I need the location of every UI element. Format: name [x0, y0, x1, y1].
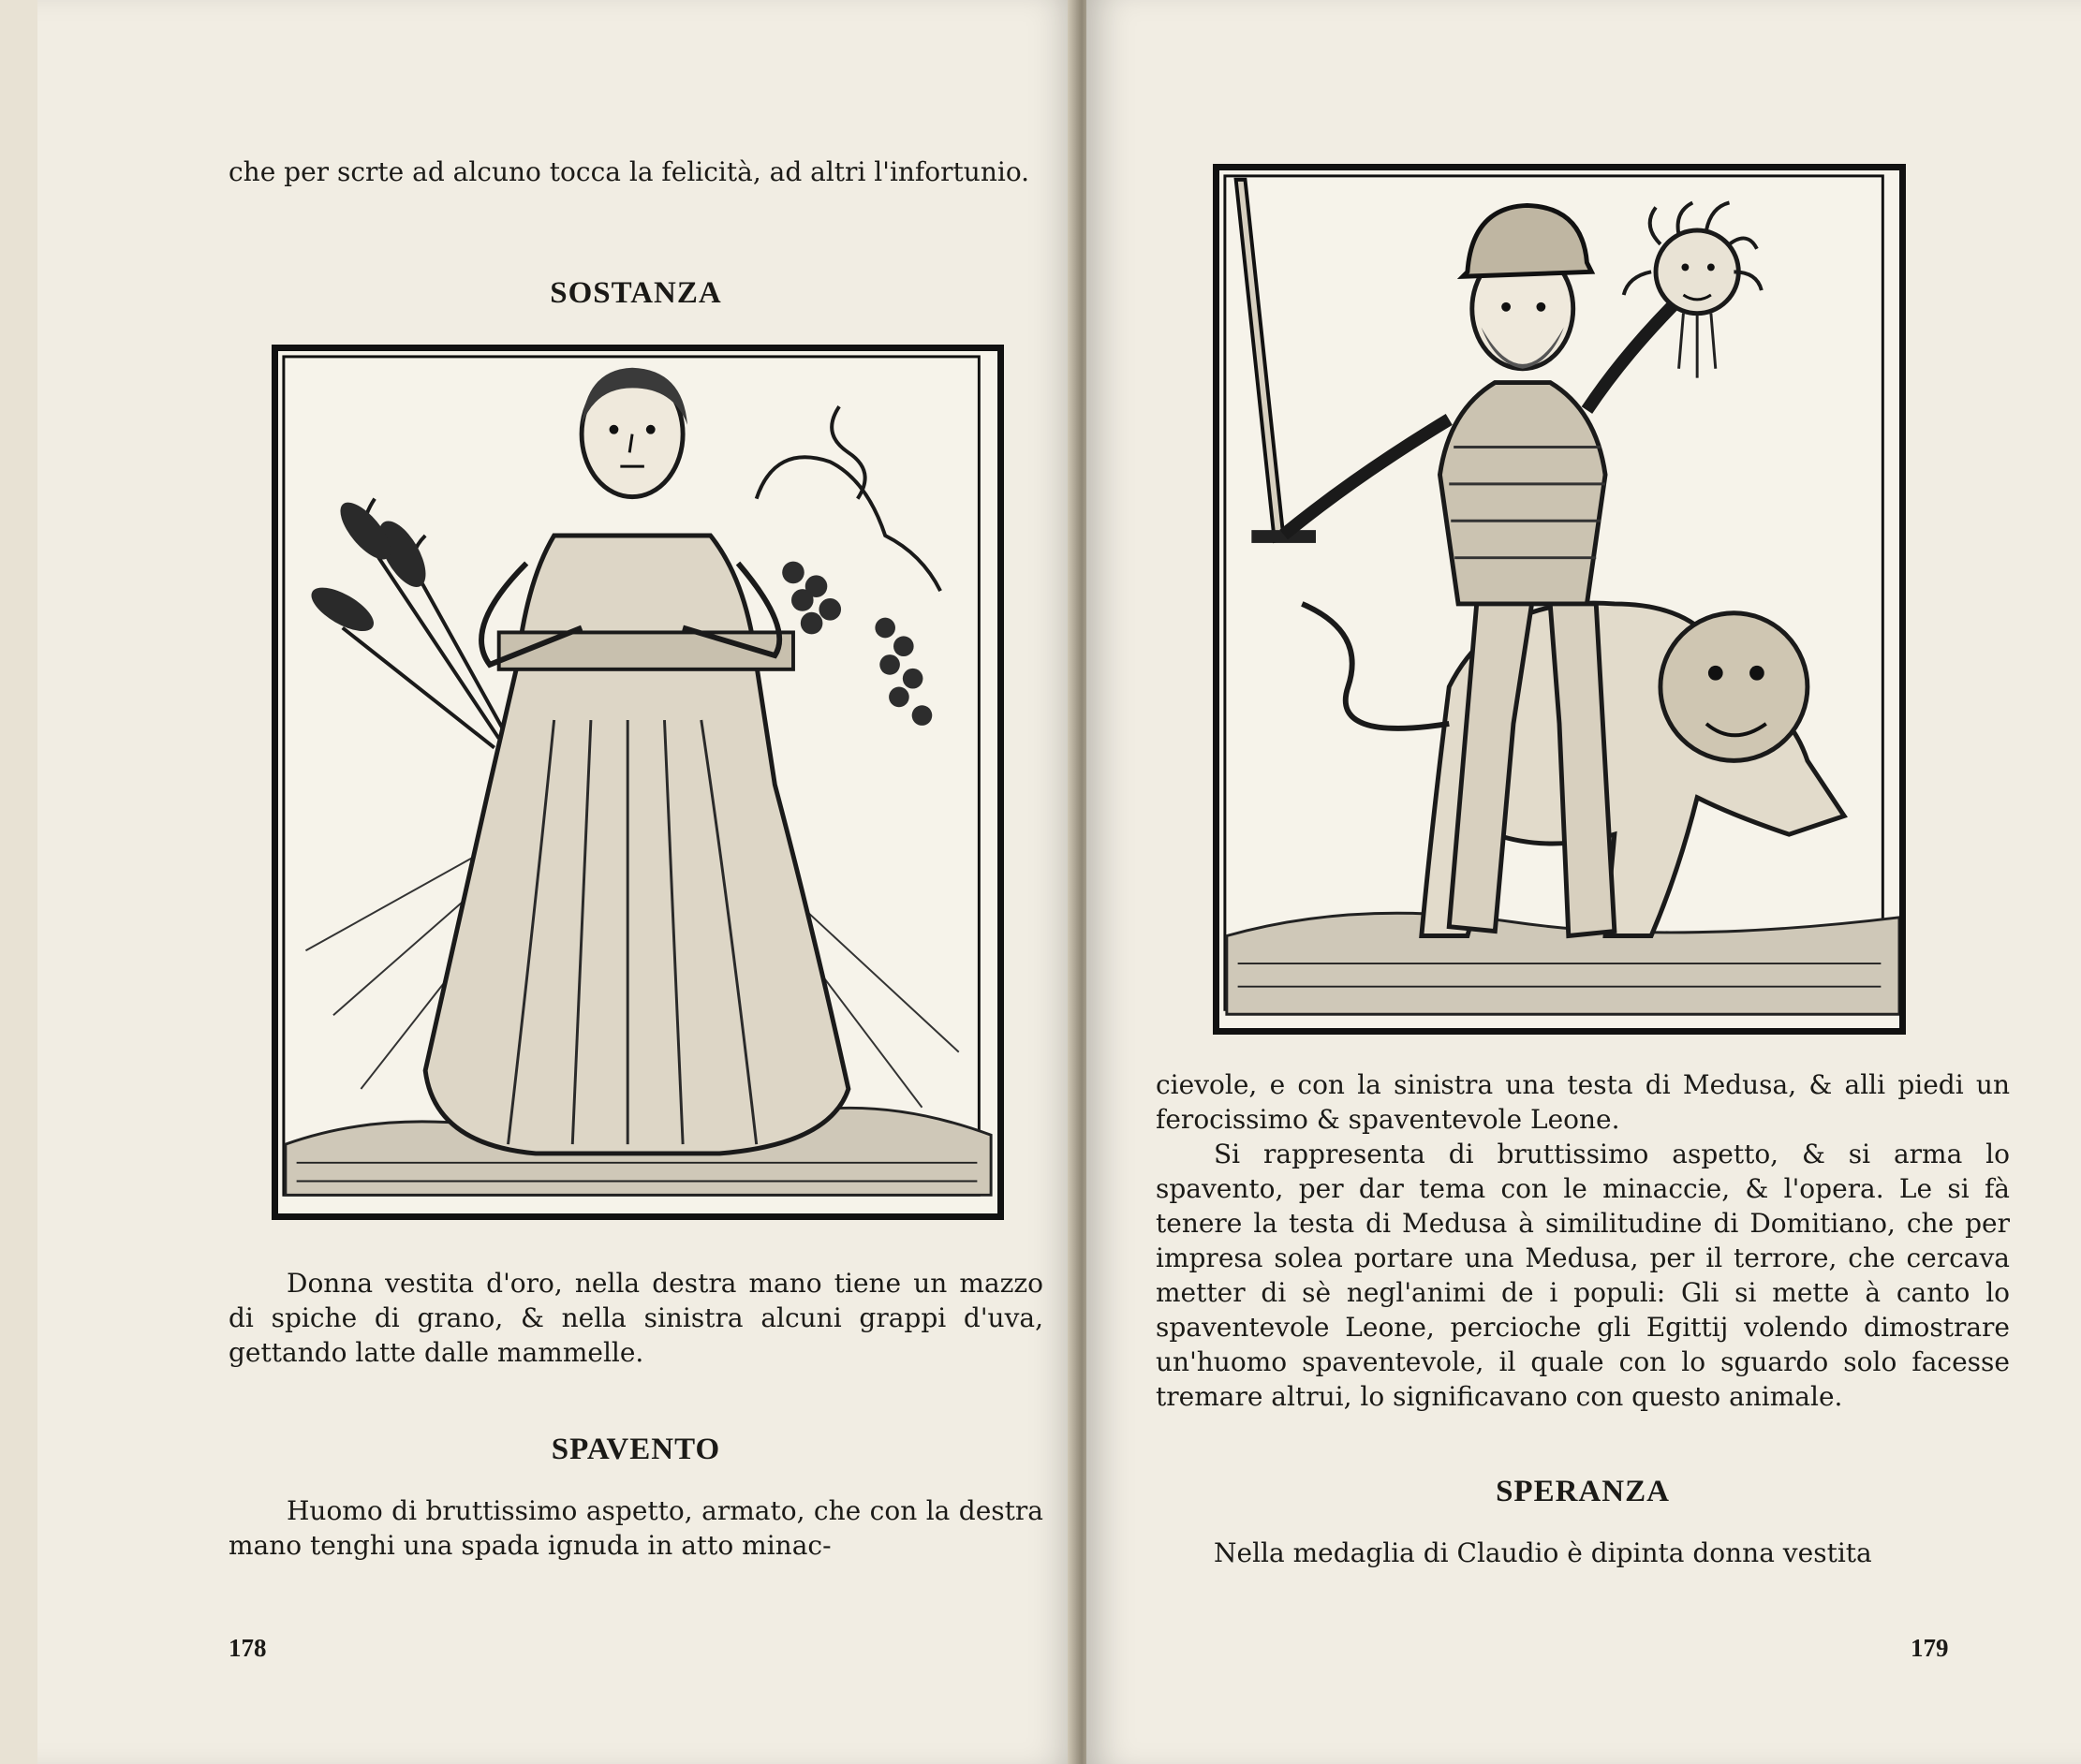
woodcut-sostanza	[272, 345, 1004, 1220]
page-number-right: 179	[1911, 1634, 1949, 1662]
armored-man-icon	[1219, 170, 1899, 1028]
page-number-left: 178	[229, 1634, 267, 1662]
speranza-description: Nella medaglia di Claudio è dipinta donna vestita	[1214, 1537, 1872, 1568]
right-page	[1086, 0, 2081, 1764]
right-para-explanation: Si rappresenta di bruttissimo aspetto, & si arma lo spavento, per dar tema con le minaccie, & l'opera. Le si fà tenere la testa di Medusa à similitudine di Domitiano, che per impresa solea portare una Medusa, per il terrore, che cercava metter di sè negl'animi de i populi: Gli si mette à canto lo spaventevole Leone, percioche gli Egittij volendo dimostrare un'huomo spaventevole, il quale con lo sguardo solo facesse tremare altrui, lo significavano con questo animale.	[1156, 1139, 2010, 1412]
left-top-text: che per scrte ad alcuno tocca la felicità, ad altri l'infortunio.	[229, 156, 1030, 187]
woman-figure-icon	[278, 351, 997, 1213]
heading-sostanza: SOSTANZA	[550, 276, 722, 310]
sostanza-description: Donna vestita d'oro, nella destra mano tiene un mazzo di spiche di grano, & nella sinistra alcuni grappi d'uva, gettando latte dalle mammelle.	[229, 1268, 1043, 1368]
heading-spavento: SPAVENTO	[551, 1433, 721, 1466]
woodcut-spavento	[1213, 164, 1906, 1035]
right-para-continuation: cievole, e con la sinistra una testa di Medusa, & alli piedi un ferocissimo & spaventevole Leone.	[1156, 1069, 2010, 1135]
spavento-description: Huomo di bruttissimo aspetto, armato, che con la destra mano tenghi una spada ignuda in atto minac-	[229, 1495, 1043, 1561]
heading-speranza: SPERANZA	[1496, 1475, 1670, 1508]
left-page	[37, 0, 1079, 1764]
